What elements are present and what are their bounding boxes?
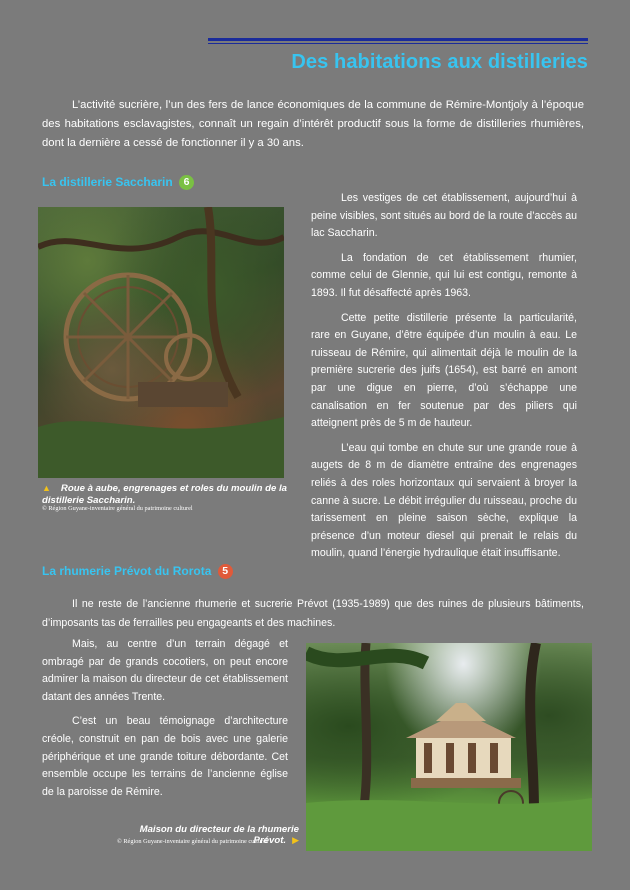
page-title: Des habitations aux distilleries	[291, 51, 588, 73]
photo-director-house	[306, 643, 592, 851]
photo-caption	[42, 482, 292, 507]
header-rule-thin	[208, 43, 588, 44]
header-rule	[208, 38, 588, 41]
section-heading-text: La rhumerie Prévot du Rorota	[42, 564, 212, 578]
caption-text: Roue à aube, engrenages et roles du moulin de la distillerie Saccharin.	[42, 483, 287, 506]
prevot-text-column	[42, 636, 288, 808]
paragraph: La fondation de cet établissement rhumier, comme celui de Glennie, qui lui est contigu, remonte à 1893. Il fut désaffecté après 1963.	[311, 251, 577, 299]
photo-water-mill	[38, 207, 284, 478]
map-number-badge: 5	[218, 564, 233, 579]
paragraph: L’eau qui tombe en chute sur une grande roue à augets de 8 m de diamètre entraîne des engrenages reliés à des roles horizontaux qui servaient à broyer la canne à sucre. Le débit irrégulier du ruisseau, proche du tarissement en pleine saison sèche, explique la présence d’un moteur diesel qui prenait le relais du moulin, quand l’énergie hydraulique était insuffisante.	[311, 441, 577, 560]
triangle-up-icon: ▲	[42, 483, 51, 493]
paragraph: Les vestiges de cet établissement, aujourd’hui à peine visibles, sont situés au bord de la route d’accès au lac Saccharin.	[311, 192, 577, 240]
water-mill-illustration	[38, 207, 284, 478]
section-heading-saccharin	[42, 175, 194, 190]
section-heading-prevot	[42, 564, 233, 579]
intro-text: L’activité sucrière, l’un des fers de lance économiques de la commune de Rémire-Montjoly à l’époque des habitations esclavagistes, connaît un regain d’intérêt productif sous la forme de distilleries rhumières, dont la dernière a cessé de fonctionner il y a 30 ans.	[42, 99, 584, 149]
prevot-intro-text: Il ne reste de l’ancienne rhumerie et sucrerie Prévot (1935-1989) que des ruines de plusieurs bâtiments, d’imposants tas de ferrailles peu engageants et des machines.	[42, 598, 584, 629]
triangle-right-icon: ▶	[292, 835, 299, 845]
photo-credit: © Région Guyane-inventaire général du patrimoine culturel	[42, 505, 193, 512]
paragraph: Mais, au centre d’un terrain dégagé et ombragé par de grands cocotiers, on peut encore admirer la maison du directeur de cet établissement datant des années Trente.	[42, 638, 288, 703]
photo-credit: © Région Guyane-inventaire général du patrimoine culturel	[117, 838, 268, 845]
section-heading-text: La distillerie Saccharin	[42, 175, 173, 189]
saccharin-text-column	[311, 190, 577, 570]
paragraph: C’est un beau témoignage d’architecture créole, construit en pan de bois avec une galerie périphérique et une grande toiture débordante. Cet ensemble occupe les terrains de l’ancienne église de la paroisse de Rémire.	[42, 715, 288, 798]
map-number-badge: 6	[179, 175, 194, 190]
prevot-intro-paragraph	[42, 595, 584, 633]
caption-text: Maison du directeur de la rhumerie Prévot.	[139, 824, 299, 846]
intro-paragraph	[42, 96, 584, 153]
paragraph: Cette petite distillerie présente la particularité, rare en Guyane, d’être équipée d’un moulin à eau. Le ruisseau de Rémire, qui alimentait déjà le moulin de la première sucrerie des juifs (1654), est barré en amont par une digue en pierre, d’où s’échappe une canalisation en fer soutenue par des piliers qui atteignent près de 5 m de hauteur.	[311, 311, 577, 430]
director-house-illustration	[306, 643, 592, 851]
